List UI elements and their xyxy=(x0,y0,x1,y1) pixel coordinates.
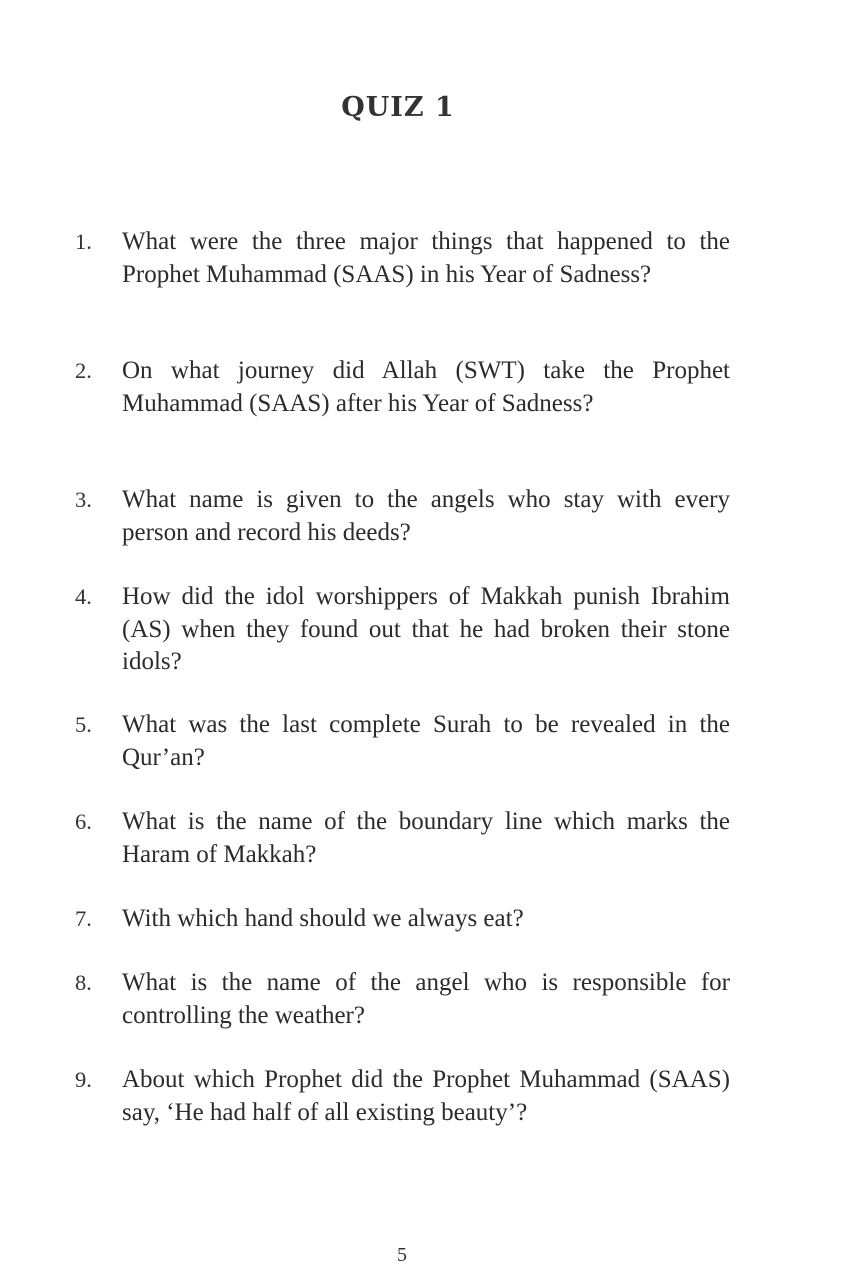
question-number: 7. xyxy=(75,906,92,931)
question-number: 8. xyxy=(75,970,92,995)
question-text: On what journey did Allah (SWT) take the Prophet Muhammad (SAAS) after his Year of Sadness? xyxy=(122,357,730,417)
question-number: 4. xyxy=(75,584,92,609)
question-text: What is the name of the angel who is responsible for controlling the weather? xyxy=(122,969,730,1029)
question-text: How did the idol worshippers of Makkah punish Ibrahim (AS) when they found out that he had broken their stone idols? xyxy=(122,583,730,675)
question-number: 6. xyxy=(75,809,92,834)
question-number: 5. xyxy=(75,712,92,737)
page-title: QUIZ 1 xyxy=(341,92,455,123)
question-text: About which Prophet did the Prophet Muhammad (SAAS) say, ‘He had half of all existing beauty’? xyxy=(122,1066,730,1126)
page-number: 5 xyxy=(397,1244,407,1266)
question-number: 1. xyxy=(75,229,92,254)
question-number: 3. xyxy=(75,487,92,512)
question-text: With which hand should we always eat? xyxy=(122,905,524,932)
question-text: What name is given to the angels who stay with every person and record his deeds? xyxy=(122,486,730,546)
question-text: What is the name of the boundary line which marks the Haram of Makkah? xyxy=(122,808,730,868)
question-text: What was the last complete Surah to be revealed in the Qur’an? xyxy=(122,711,730,771)
question-text: What were the three major things that happened to the Prophet Muhammad (SAAS) in his Year of Sadness? xyxy=(122,228,730,288)
question-number: 2. xyxy=(75,358,92,383)
question-number: 9. xyxy=(75,1067,92,1092)
